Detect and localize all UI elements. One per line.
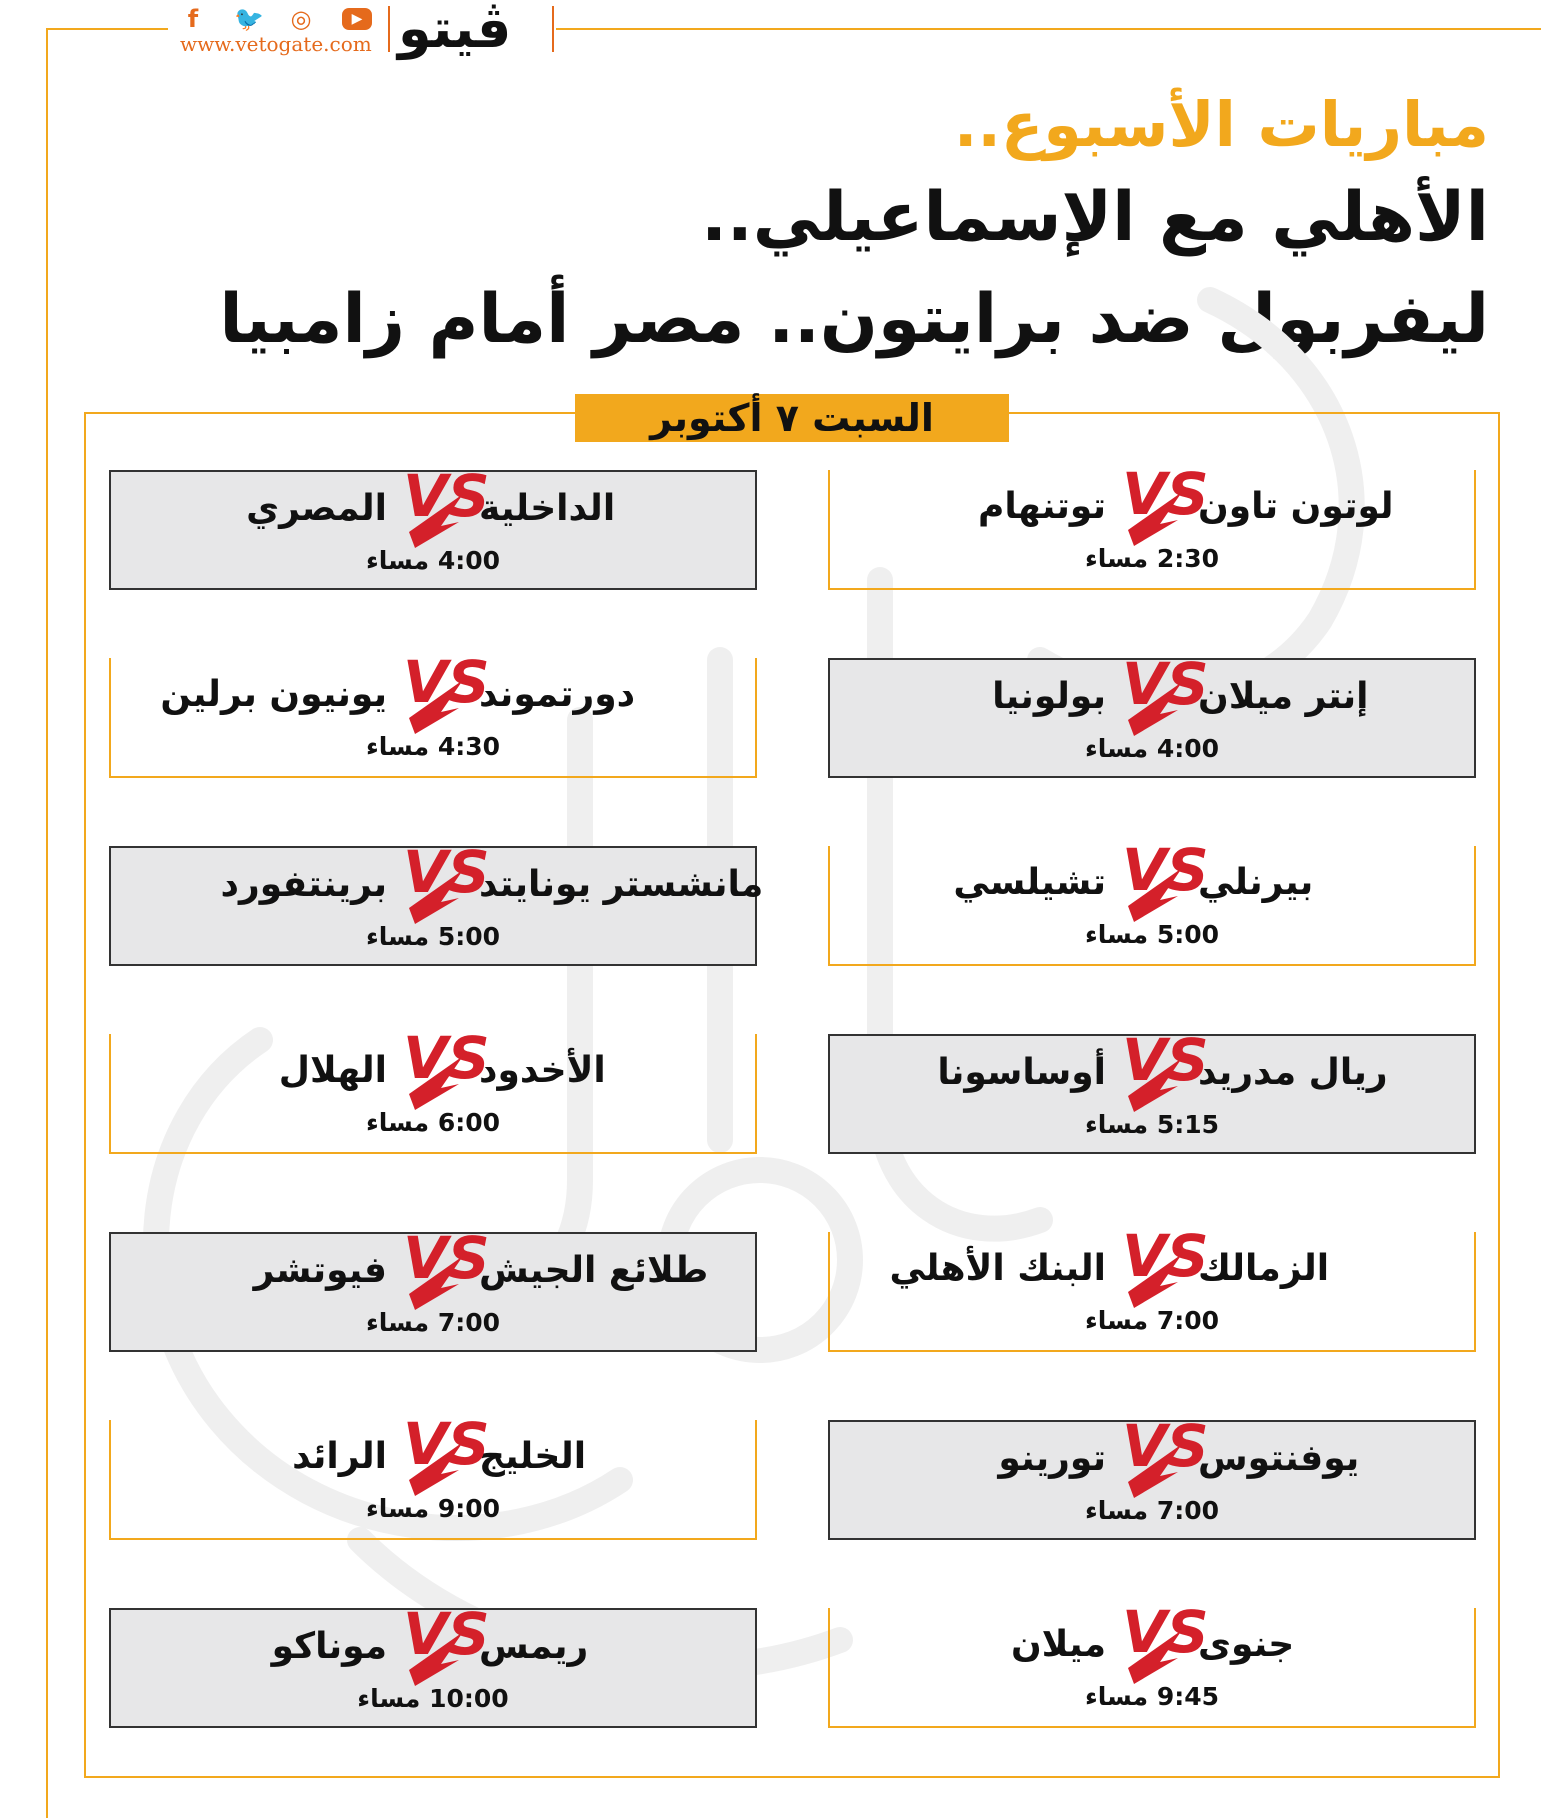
facebook-icon[interactable]: f [187, 5, 199, 33]
vs-mark [1120, 452, 1209, 548]
match-card [828, 650, 1476, 778]
time-value: 7:00 [437, 1308, 500, 1337]
time-value: 2:30 [1156, 544, 1219, 573]
svg-text:VS: VS [403, 1224, 490, 1292]
time-period: مساء [1085, 920, 1149, 949]
away-team: أوساسونا [937, 1052, 1106, 1093]
home-team: الخليج [479, 1436, 587, 1477]
match-card [828, 1026, 1476, 1154]
headline-line-2: ليفربول ضد برايتون.. مصر أمام زامبيا [219, 280, 1489, 359]
time-value: 7:00 [1156, 1496, 1219, 1525]
match-card [109, 462, 757, 590]
vs-mark [1120, 1590, 1209, 1686]
social-links [180, 6, 372, 32]
brand-logo[interactable]: ڤيتو [398, 0, 512, 60]
date-banner: السبت ٧ أكتوبر [575, 394, 1009, 442]
vs-mark [401, 830, 490, 926]
vs-mark [1120, 642, 1209, 738]
time-value: 4:30 [437, 732, 500, 761]
kickoff-time [830, 1306, 1474, 1335]
logo-divider-end [552, 6, 554, 52]
time-period: مساء [1085, 544, 1149, 573]
away-team: فيوتشر [253, 1250, 387, 1291]
time-period: مساء [1085, 1682, 1149, 1711]
match-card [828, 1598, 1476, 1728]
time-period: مساء [366, 732, 430, 761]
kickoff-time [830, 544, 1474, 573]
away-team: برينتفورد [220, 864, 387, 905]
kickoff-time [111, 732, 755, 761]
match-card [109, 1224, 757, 1352]
svg-text:VS: VS [403, 462, 490, 530]
home-team: الزمالك [1198, 1248, 1330, 1289]
kickoff-time [111, 1308, 755, 1337]
away-team: موناكو [271, 1626, 387, 1667]
kickoff-time [111, 546, 755, 575]
match-card [828, 836, 1476, 966]
svg-text:VS: VS [403, 1410, 490, 1478]
vs-mark [1120, 828, 1209, 924]
kickoff-time [111, 922, 755, 951]
vs-mark [401, 1402, 490, 1498]
time-period: مساء [366, 922, 430, 951]
home-team: دورتموند [479, 674, 636, 715]
match-card [109, 838, 764, 966]
kickoff-time [111, 1684, 755, 1713]
time-value: 9:00 [437, 1494, 500, 1523]
instagram-icon[interactable]: ◎ [290, 5, 312, 33]
match-card [109, 648, 757, 778]
home-team: لوتون تاون [1198, 486, 1394, 527]
time-value: 6:00 [437, 1108, 500, 1137]
vs-mark [401, 1216, 490, 1312]
svg-text:VS: VS [1122, 1222, 1209, 1290]
time-value: 4:00 [1156, 734, 1219, 763]
home-team: بيرنلي [1198, 862, 1314, 903]
svg-text:VS: VS [1122, 650, 1209, 718]
vs-mark [1120, 1404, 1209, 1500]
kickoff-time [830, 734, 1474, 763]
away-team: توتنهام [978, 486, 1106, 527]
svg-text:VS: VS [1122, 1412, 1209, 1480]
away-team: يونيون برلين [160, 674, 387, 715]
away-team: تشيلسي [953, 862, 1106, 903]
match-card [109, 1410, 757, 1540]
time-value: 5:00 [437, 922, 500, 951]
time-period: مساء [1085, 1496, 1149, 1525]
match-card [828, 1222, 1476, 1352]
svg-text:VS: VS [403, 838, 490, 906]
svg-text:VS: VS [1122, 836, 1209, 904]
vs-mark [401, 1592, 490, 1688]
away-team: الرائد [292, 1436, 387, 1477]
time-period: مساء [366, 1494, 430, 1523]
match-card [109, 1024, 757, 1154]
time-period: مساء [366, 546, 430, 575]
time-period: مساء [1085, 1110, 1149, 1139]
away-team: بولونيا [992, 676, 1106, 717]
svg-text:VS: VS [403, 1600, 490, 1668]
vs-mark [401, 640, 490, 736]
kickoff-time [830, 920, 1474, 949]
site-url[interactable]: www.vetogate.com [180, 32, 372, 56]
headline-line-1: الأهلي مع الإسماعيلي.. [701, 178, 1489, 257]
vs-mark [1120, 1018, 1209, 1114]
kickoff-time [830, 1110, 1474, 1139]
kickoff-time [111, 1494, 755, 1523]
time-value: 9:45 [1156, 1682, 1219, 1711]
time-period: مساء [1085, 1306, 1149, 1335]
home-team: الداخلية [479, 488, 616, 529]
svg-text:VS: VS [403, 1024, 490, 1092]
home-team: ريال مدريد [1198, 1052, 1388, 1093]
home-team: مانشستر يونايتد [479, 864, 764, 905]
home-team: إنتر ميلان [1198, 676, 1369, 717]
away-team: البنك الأهلي [889, 1248, 1106, 1289]
home-team: طلائع الجيش [479, 1250, 709, 1291]
twitter-icon[interactable]: 🐦 [234, 5, 264, 33]
time-value: 4:00 [437, 546, 500, 575]
kickoff-time [830, 1496, 1474, 1525]
vs-mark [401, 454, 490, 550]
svg-text:VS: VS [1122, 1598, 1209, 1666]
logo-divider [388, 6, 390, 52]
time-period: مساء [366, 1108, 430, 1137]
youtube-icon[interactable]: ▶ [342, 8, 372, 30]
match-card [109, 1600, 757, 1728]
away-team: المصري [246, 488, 387, 529]
time-value: 5:15 [1156, 1110, 1219, 1139]
time-period: مساء [1085, 734, 1149, 763]
headline-kicker: مباريات الأسبوع.. [953, 88, 1489, 161]
brand-bar [168, 0, 556, 58]
time-period: مساء [366, 1308, 430, 1337]
time-value: 10:00 [429, 1684, 509, 1713]
kickoff-time [830, 1682, 1474, 1711]
time-value: 7:00 [1156, 1306, 1219, 1335]
away-team: الهلال [278, 1050, 387, 1091]
time-period: مساء [357, 1684, 421, 1713]
away-team: تورينو [998, 1438, 1106, 1479]
match-card [828, 460, 1476, 590]
kickoff-time [111, 1108, 755, 1137]
match-card [828, 1412, 1476, 1540]
away-team: ميلان [1010, 1624, 1106, 1665]
svg-text:VS: VS [403, 648, 490, 716]
svg-text:VS: VS [1122, 460, 1209, 528]
vs-mark [401, 1016, 490, 1112]
home-team: الأخدود [479, 1050, 606, 1091]
home-team: يوفنتوس [1198, 1438, 1360, 1479]
time-value: 5:00 [1156, 920, 1219, 949]
svg-text:VS: VS [1122, 1026, 1209, 1094]
home-team: جنوى [1198, 1624, 1295, 1665]
vs-mark [1120, 1214, 1209, 1310]
home-team: ريمس [479, 1626, 589, 1667]
